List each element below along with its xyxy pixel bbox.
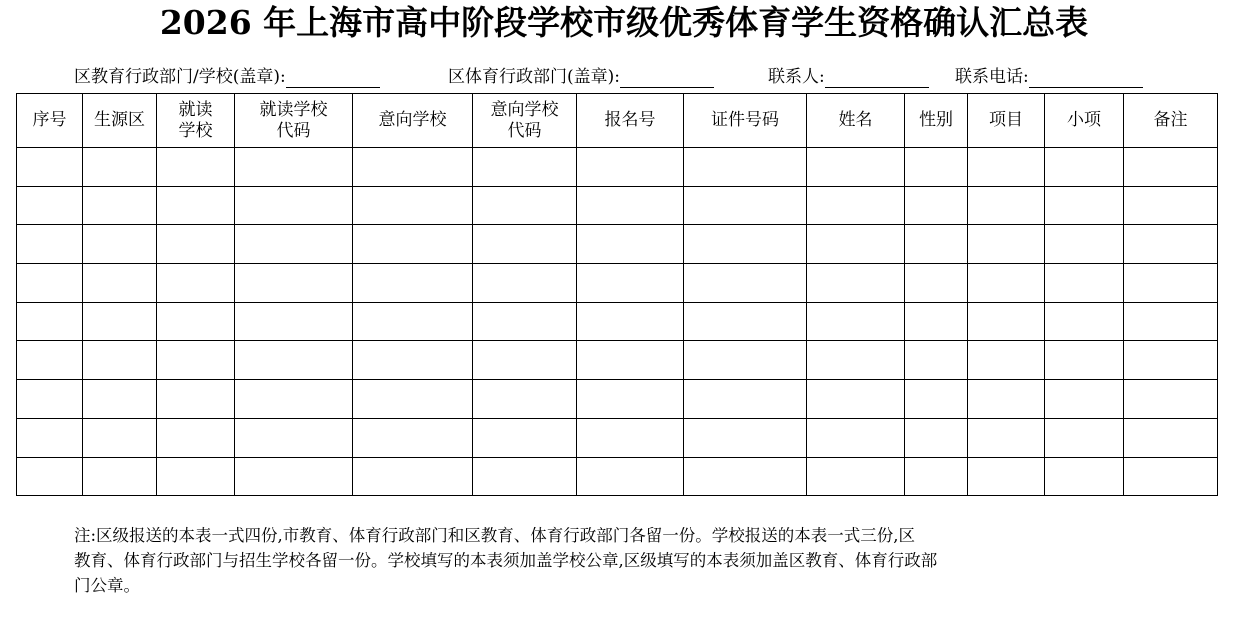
table-cell[interactable] [968, 457, 1045, 496]
table-cell[interactable] [577, 341, 684, 380]
table-cell[interactable] [684, 418, 807, 457]
table-row [17, 418, 1218, 457]
table-cell[interactable] [577, 457, 684, 496]
header-current-school-code: 就读学校 代码 [235, 94, 353, 148]
header-intended-school: 意向学校 [353, 94, 473, 148]
table-cell[interactable] [353, 148, 473, 187]
contact-phone-field [955, 66, 1143, 88]
district-education-dept-blank[interactable] [286, 69, 380, 88]
table-row [17, 341, 1218, 380]
contact-person-blank[interactable] [825, 69, 929, 88]
table-cell[interactable] [235, 225, 353, 264]
contact-phone-blank[interactable] [1029, 69, 1143, 88]
table-cell[interactable] [157, 148, 235, 187]
table-cell[interactable] [353, 341, 473, 380]
table-cell[interactable] [684, 148, 807, 187]
header-source-district: 生源区 [83, 94, 157, 148]
table-cell[interactable] [1124, 457, 1218, 496]
table-cell[interactable] [157, 302, 235, 341]
table-cell[interactable] [17, 186, 83, 225]
table-cell[interactable] [577, 302, 684, 341]
table-cell[interactable] [1124, 264, 1218, 303]
table-cell[interactable] [968, 225, 1045, 264]
district-sports-dept-label: 区体育行政部门(盖章): [448, 67, 620, 87]
table-cell[interactable] [577, 148, 684, 187]
table-cell[interactable] [83, 380, 157, 419]
table-cell[interactable] [684, 457, 807, 496]
table-cell[interactable] [17, 457, 83, 496]
table-cell[interactable] [968, 380, 1045, 419]
form-title: 2026 年上海市高中阶段学校市级优秀体育学生资格确认汇总表 [159, 3, 1089, 42]
table-cell[interactable] [83, 148, 157, 187]
table-cell[interactable] [353, 302, 473, 341]
table-cell[interactable] [807, 186, 905, 225]
table-cell[interactable] [968, 148, 1045, 187]
table-cell[interactable] [83, 186, 157, 225]
table-cell[interactable] [807, 418, 905, 457]
table-cell[interactable] [905, 186, 968, 225]
contact-person-field [768, 66, 929, 88]
table-cell[interactable] [235, 341, 353, 380]
table-cell[interactable] [83, 264, 157, 303]
table-cell[interactable] [353, 418, 473, 457]
table-cell[interactable] [473, 264, 577, 303]
table-cell[interactable] [157, 264, 235, 303]
table-cell[interactable] [684, 380, 807, 419]
table-cell[interactable] [473, 380, 577, 419]
header-gender: 性别 [905, 94, 968, 148]
table-cell[interactable] [1124, 418, 1218, 457]
table-cell[interactable] [905, 302, 968, 341]
table-row [17, 225, 1218, 264]
table-cell[interactable] [157, 186, 235, 225]
table-cell[interactable] [905, 264, 968, 303]
table-cell[interactable] [473, 225, 577, 264]
table-row [17, 457, 1218, 496]
table-cell[interactable] [807, 148, 905, 187]
district-education-dept-label: 区教育行政部门/学校(盖章): [74, 67, 286, 87]
table-cell[interactable] [1124, 380, 1218, 419]
table-cell[interactable] [684, 264, 807, 303]
table-cell[interactable] [473, 302, 577, 341]
table-body [17, 148, 1218, 496]
header-intended-school-code: 意向学校 代码 [473, 94, 577, 148]
table-cell[interactable] [807, 225, 905, 264]
table-cell[interactable] [968, 418, 1045, 457]
table-cell[interactable] [157, 418, 235, 457]
table-cell[interactable] [905, 457, 968, 496]
table-cell[interactable] [684, 186, 807, 225]
table-cell[interactable] [905, 341, 968, 380]
table-cell[interactable] [353, 186, 473, 225]
table-cell[interactable] [807, 457, 905, 496]
table-cell[interactable] [684, 225, 807, 264]
header-sport: 项目 [968, 94, 1045, 148]
table-cell[interactable] [577, 380, 684, 419]
table-cell[interactable] [1045, 457, 1124, 496]
table-row [17, 264, 1218, 303]
table-cell[interactable] [83, 418, 157, 457]
footnote: 注:区级报送的本表一式四份,市教育、体育行政部门和区教育、体育行政部门各留一份。学校报送的本表一式三份,区 教育、体育行政部门与招生学校各留一份。学校填写的本表须加盖学校公章,区级填写的本表须加盖区教育、体育行政部 门公章。 [74, 526, 938, 595]
header-name: 姓名 [807, 94, 905, 148]
table-cell[interactable] [1124, 148, 1218, 187]
table-cell[interactable] [235, 457, 353, 496]
table-cell[interactable] [157, 457, 235, 496]
table-header-row [17, 94, 1218, 148]
table-cell[interactable] [353, 225, 473, 264]
table-cell[interactable] [905, 380, 968, 419]
table-cell[interactable] [1045, 418, 1124, 457]
table-cell[interactable] [473, 148, 577, 187]
table-cell[interactable] [577, 264, 684, 303]
district-sports-dept-blank[interactable] [620, 69, 714, 88]
table-cell[interactable] [807, 264, 905, 303]
table-cell[interactable] [684, 302, 807, 341]
table-cell[interactable] [473, 341, 577, 380]
table-cell[interactable] [905, 418, 968, 457]
contact-phone-label: 联系电话: [955, 67, 1029, 87]
table-cell[interactable] [968, 186, 1045, 225]
header-id-number: 证件号码 [684, 94, 807, 148]
table-cell[interactable] [905, 148, 968, 187]
table-row [17, 302, 1218, 341]
header-event: 小项 [1045, 94, 1124, 148]
table-cell[interactable] [235, 302, 353, 341]
table-row [17, 148, 1218, 187]
table-cell[interactable] [235, 148, 353, 187]
table-cell[interactable] [157, 225, 235, 264]
table-cell[interactable] [353, 457, 473, 496]
table-cell[interactable] [968, 264, 1045, 303]
table-cell[interactable] [17, 418, 83, 457]
table-cell[interactable] [17, 302, 83, 341]
table-cell[interactable] [1124, 225, 1218, 264]
table-cell[interactable] [235, 418, 353, 457]
table-cell[interactable] [807, 341, 905, 380]
district-education-dept-field [74, 66, 380, 88]
table-cell[interactable] [235, 186, 353, 225]
table-cell[interactable] [1045, 380, 1124, 419]
table-cell[interactable] [1124, 302, 1218, 341]
table-cell[interactable] [17, 264, 83, 303]
table-cell[interactable] [577, 225, 684, 264]
table-cell[interactable] [353, 380, 473, 419]
table-cell[interactable] [83, 341, 157, 380]
header-current-school: 就读 学校 [157, 94, 235, 148]
table-cell[interactable] [157, 380, 235, 419]
summary-table [16, 93, 1218, 496]
header-remarks: 备注 [1124, 94, 1218, 148]
table-cell[interactable] [968, 341, 1045, 380]
table-cell[interactable] [157, 341, 235, 380]
table-cell[interactable] [577, 186, 684, 225]
table-cell[interactable] [473, 186, 577, 225]
table-cell[interactable] [473, 457, 577, 496]
table-cell[interactable] [1045, 225, 1124, 264]
table-cell[interactable] [235, 264, 353, 303]
table-cell[interactable] [17, 148, 83, 187]
table-cell[interactable] [17, 341, 83, 380]
table-cell[interactable] [1045, 264, 1124, 303]
table-cell[interactable] [1045, 148, 1124, 187]
table-cell[interactable] [17, 225, 83, 264]
table-cell[interactable] [1045, 302, 1124, 341]
header-registration-number: 报名号 [577, 94, 684, 148]
table-cell[interactable] [807, 302, 905, 341]
table-cell[interactable] [684, 341, 807, 380]
header-serial-number: 序号 [17, 94, 83, 148]
table-cell[interactable] [83, 302, 157, 341]
table-cell[interactable] [83, 457, 157, 496]
table-cell[interactable] [1045, 186, 1124, 225]
table-row [17, 186, 1218, 225]
table-cell[interactable] [1045, 341, 1124, 380]
table-cell[interactable] [473, 418, 577, 457]
contact-person-label: 联系人: [768, 67, 825, 87]
table-cell[interactable] [905, 225, 968, 264]
table-cell[interactable] [17, 380, 83, 419]
table-row [17, 380, 1218, 419]
table-cell[interactable] [807, 380, 905, 419]
table-cell[interactable] [353, 264, 473, 303]
table-cell[interactable] [235, 380, 353, 419]
table-cell[interactable] [83, 225, 157, 264]
table-cell[interactable] [1124, 186, 1218, 225]
table-cell[interactable] [577, 418, 684, 457]
district-sports-dept-field [448, 66, 714, 88]
table-cell[interactable] [968, 302, 1045, 341]
table-cell[interactable] [1124, 341, 1218, 380]
